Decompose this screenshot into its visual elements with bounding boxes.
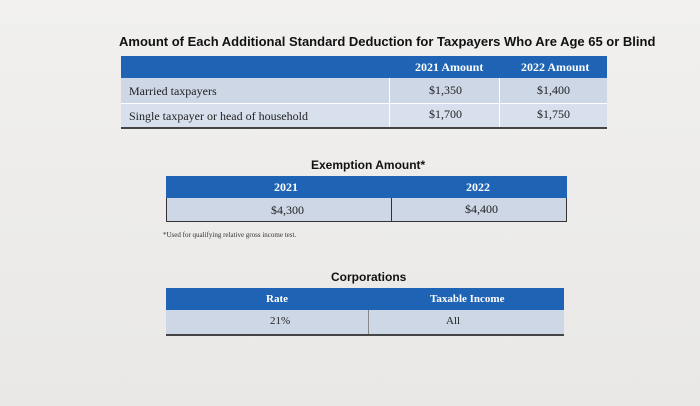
row-label-single: Single taxpayer or head of household [129, 109, 308, 123]
table-row [121, 104, 607, 127]
header-2022-amount: 2022 Amount [521, 60, 590, 74]
single-2021-value: $1,700 [429, 107, 462, 121]
table-header-row [121, 56, 607, 78]
table-header-row [166, 288, 564, 310]
header-2022: 2022 [466, 180, 490, 194]
deduction-table-title: Amount of Each Additional Standard Deduction for Taxpayers Who Are Age 65 or Blind [119, 34, 656, 49]
header-2021-amount: 2021 Amount [415, 60, 484, 74]
exemption-table [166, 176, 567, 222]
header-2021: 2021 [274, 180, 298, 194]
row-label-married: Married taxpayers [129, 84, 217, 98]
column-divider [391, 198, 392, 222]
exemption-footnote: *Used for qualifying relative gross income test. [163, 231, 297, 239]
corporations-title: Corporations [331, 270, 407, 284]
header-taxable-income: Taxable Income [430, 293, 505, 305]
header-rate: Rate [266, 293, 288, 305]
table-row [166, 198, 567, 222]
column-divider [389, 78, 390, 127]
exemption-2022-value: $4,400 [465, 202, 498, 216]
exemption-2021-value: $4,300 [271, 203, 304, 217]
table-row [121, 78, 607, 104]
rate-value: 21% [270, 315, 291, 327]
corporations-table [166, 288, 564, 336]
single-2022-value: $1,750 [537, 107, 570, 121]
married-2022-value: $1,400 [537, 83, 570, 97]
table-bottom-rule [121, 127, 607, 129]
column-divider [499, 78, 500, 127]
table-row [166, 310, 564, 336]
married-2021-value: $1,350 [429, 83, 462, 97]
exemption-title: Exemption Amount* [311, 158, 426, 172]
column-divider [368, 310, 369, 334]
table-header-row [166, 176, 567, 198]
additional-deduction-table [121, 56, 607, 127]
taxable-income-value: All [446, 315, 461, 327]
